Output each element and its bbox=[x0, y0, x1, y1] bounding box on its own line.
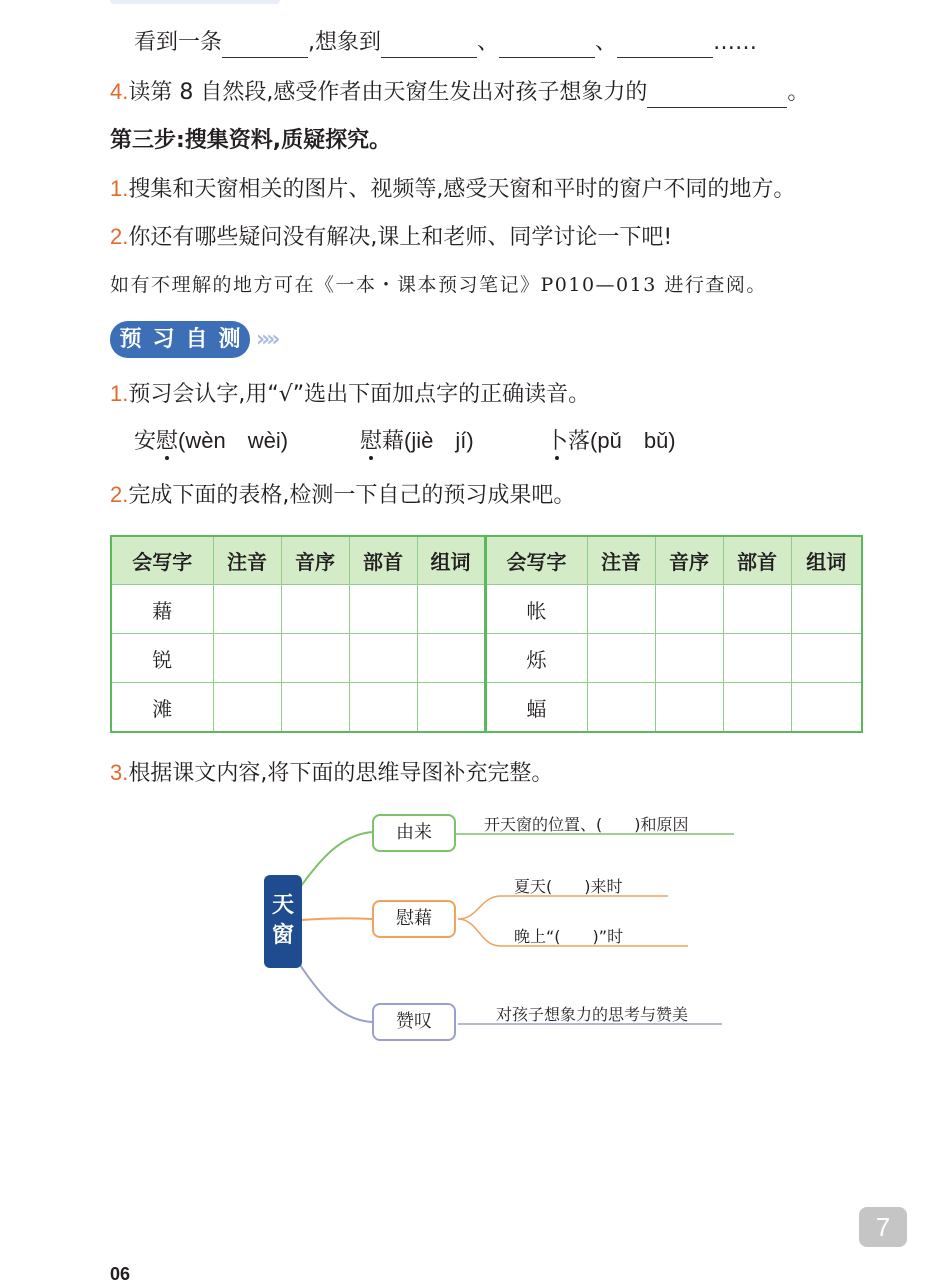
branch-text-summer[interactable]: 夏天( )来时 bbox=[514, 877, 623, 896]
column-header: 音序 bbox=[281, 536, 349, 585]
column-header: 部首 bbox=[723, 536, 791, 585]
column-header: 组词 bbox=[791, 536, 862, 585]
question-number: 4. bbox=[110, 79, 129, 104]
page-badge: 7 bbox=[859, 1207, 907, 1247]
question-text: 完成下面的表格,检测一下自己的预习成果吧。 bbox=[128, 483, 576, 508]
word-char: 藉 bbox=[382, 429, 405, 454]
badge-char: 习 bbox=[152, 327, 175, 352]
branch-line-origin bbox=[298, 832, 372, 890]
ellipsis: …… bbox=[713, 30, 758, 55]
reference-note: 如有不理解的地方可在《一本・课本预习笔记》P010—013 进行查阅。 bbox=[110, 274, 767, 296]
column-header: 注音 bbox=[587, 536, 655, 585]
dotted-char: 卜 bbox=[546, 429, 569, 454]
character-cell: 藉 bbox=[111, 585, 213, 634]
pinyin-options[interactable]: (wèn wèi) bbox=[178, 428, 289, 453]
character-cell: 锐 bbox=[111, 634, 213, 683]
node-praise: 赞叹 bbox=[372, 1003, 456, 1041]
pinyin-options[interactable]: (pǔ bǔ) bbox=[590, 428, 676, 453]
word-char: 安 bbox=[134, 429, 157, 454]
question-text: 读第 8 自然段,感受作者由天窗生发出对孩子想象力的 bbox=[128, 80, 648, 105]
column-header: 部首 bbox=[349, 536, 417, 585]
center-char: 窗 bbox=[271, 923, 294, 948]
character-cell: 蝠 bbox=[485, 683, 587, 733]
column-header: 会写字 bbox=[111, 536, 213, 585]
pinyin-options[interactable]: (jiè jí) bbox=[404, 428, 474, 453]
character-cell: 滩 bbox=[111, 683, 213, 733]
mind-map-center bbox=[264, 875, 302, 968]
imagine-mid: ,想象到 bbox=[308, 30, 382, 55]
character-cell: 烁 bbox=[485, 634, 587, 683]
item-text: 搜集和天窗相关的图片、视频等,感受天窗和平时的窗户不同的地方。 bbox=[128, 177, 796, 202]
question-number: 3. bbox=[110, 760, 129, 785]
question-text: 预习会认字,用“√”选出下面加点字的正确读音。 bbox=[128, 382, 591, 407]
branch-text-praise: 对孩子想象力的思考与赞美 bbox=[496, 1005, 689, 1024]
center-char: 天 bbox=[271, 893, 294, 918]
badge-char: 自 bbox=[185, 327, 208, 352]
badge-char: 测 bbox=[218, 327, 241, 352]
node-comfort: 慰藉 bbox=[372, 900, 456, 938]
node-origin: 由来 bbox=[372, 814, 456, 852]
separator: 、 bbox=[477, 30, 500, 55]
item-number: 1. bbox=[110, 176, 129, 201]
period: 。 bbox=[787, 80, 810, 105]
word-char: 落 bbox=[568, 429, 591, 454]
branch-line-comfort bbox=[302, 918, 372, 920]
column-header: 音序 bbox=[655, 536, 723, 585]
column-header: 组词 bbox=[417, 536, 485, 585]
page-number: 06 bbox=[110, 1264, 131, 1284]
character-cell: 帐 bbox=[485, 585, 587, 634]
chevrons-icon: »» bbox=[256, 327, 277, 352]
badge-char: 预 bbox=[119, 327, 142, 352]
question-number: 2. bbox=[110, 482, 129, 507]
branch-line-praise bbox=[298, 962, 372, 1022]
question-text: 根据课文内容,将下面的思维导图补充完整。 bbox=[128, 761, 554, 786]
column-header: 注音 bbox=[213, 536, 281, 585]
item-text: 你还有哪些疑问没有解决,课上和老师、同学讨论一下吧! bbox=[128, 225, 673, 250]
branch-text-night[interactable]: 晚上“( )”时 bbox=[514, 927, 624, 946]
branch-text-origin[interactable]: 开天窗的位置、( )和原因 bbox=[484, 815, 689, 834]
item-number: 2. bbox=[110, 224, 129, 249]
column-header: 会写字 bbox=[485, 536, 587, 585]
separator: 、 bbox=[595, 30, 618, 55]
dotted-char: 慰 bbox=[360, 429, 383, 454]
imagine-prefix: 看到一条 bbox=[134, 30, 223, 55]
step-3-heading: 第三步:搜集资料,质疑探究。 bbox=[110, 128, 392, 153]
underline-comfort-1 bbox=[458, 896, 668, 919]
dotted-char: 慰 bbox=[156, 429, 179, 454]
question-number: 1. bbox=[110, 381, 129, 406]
